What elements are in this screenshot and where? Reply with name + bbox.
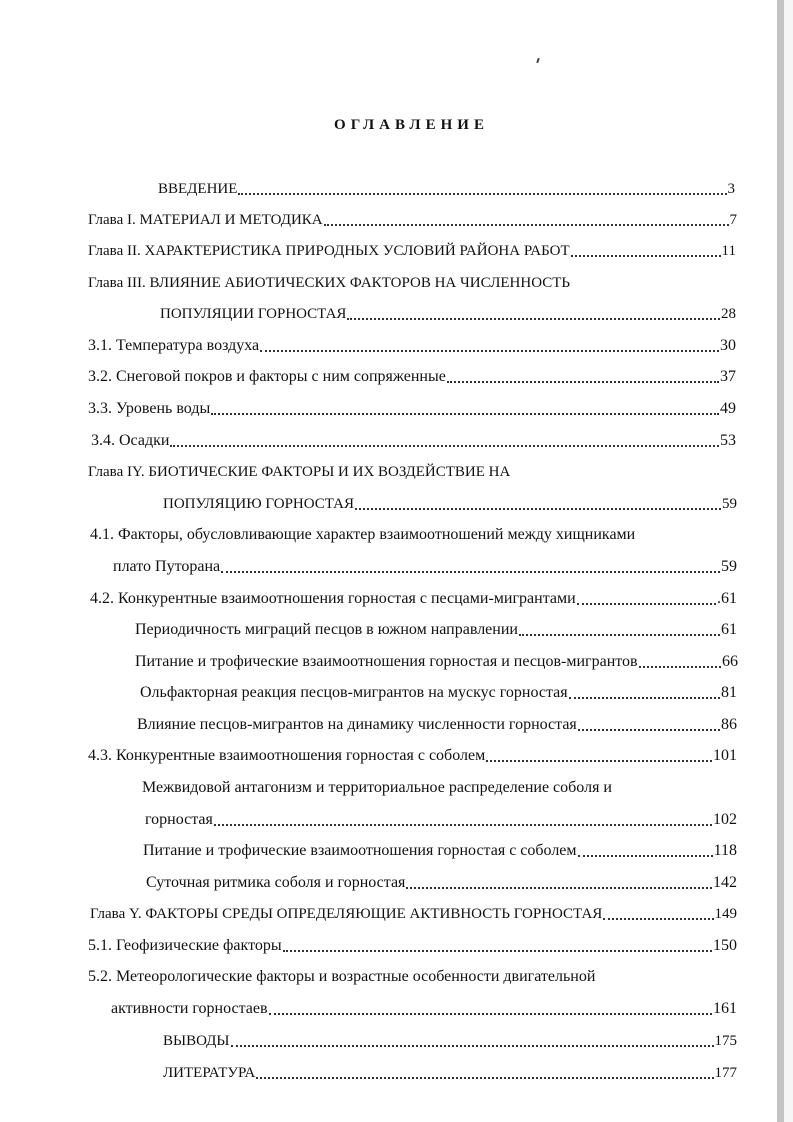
page-number: 11 [721, 243, 736, 259]
dot-leader [406, 887, 712, 889]
toc-entry-line2[interactable]: ПОПУЛЯЦИЮ ГОРНОСТАЯ 59 [163, 489, 737, 515]
toc-entry[interactable]: Питание и трофические взаимоотношения горностая и песцов-мигрантов 66 [135, 647, 738, 673]
toc-entry-line2[interactable]: ПОПУЛЯЦИИ ГОРНОСТАЯ 28 [160, 299, 736, 325]
page-number: 175 [714, 1033, 737, 1049]
page-number: 7 [729, 212, 737, 228]
toc-entry[interactable]: Глава II. ХАРАКТЕРИСТИКА ПРИРОДНЫХ УСЛОВИЙ РАЙОНА РАБОТ 11 [88, 236, 736, 262]
page-number: 101 [713, 747, 737, 764]
dot-leader [256, 1077, 713, 1079]
dot-leader [347, 318, 720, 320]
toc-entry[interactable]: Влияние песцов-мигрантов на динамику численности горностая 86 [137, 710, 737, 736]
page-number: .61 [717, 590, 737, 607]
dot-leader [170, 445, 719, 447]
dot-leader [260, 350, 719, 352]
toc-entry[interactable]: ВЫВОДЫ 175 [163, 1026, 737, 1052]
page-number: 142 [713, 874, 737, 891]
page-number: 161 [713, 1000, 737, 1017]
toc-entry[interactable]: Суточная ритмика соболя и горностая 142 [146, 868, 737, 894]
page-number: 81 [721, 684, 737, 701]
page-number: 86 [721, 716, 737, 733]
dot-leader [486, 760, 712, 762]
dot-leader [221, 571, 720, 573]
toc-entry-line1[interactable]: Глава III. ВЛИЯНИЕ АБИОТИЧЕСКИХ ФАКТОРОВ НА ЧИСЛЕННОСТЬ [88, 275, 571, 291]
page-number: 66 [722, 653, 738, 670]
dot-leader [283, 950, 712, 952]
page-number: 102 [713, 811, 737, 828]
dot-leader [231, 1045, 714, 1047]
dot-leader [269, 1013, 712, 1015]
toc-entry[interactable]: 4.3. Конкурентные взаимоотношения горностая с соболем 101 [88, 741, 737, 767]
toc-entry[interactable]: ЛИТЕРАТУРА 177 [163, 1058, 737, 1084]
page-number: 177 [714, 1065, 737, 1081]
page-number: 49 [720, 400, 736, 417]
toc-entry[interactable]: 3.4. Осадки 53 [91, 426, 736, 452]
dot-leader [603, 918, 713, 920]
dot-leader [519, 634, 720, 636]
toc-entry-line1[interactable]: Межвидовой антагонизм и территориальное распределение соболя и [142, 779, 612, 796]
toc-entry[interactable]: Глава I. МАТЕРИАЛ И МЕТОДИКА 7 [88, 205, 737, 231]
dot-leader [578, 729, 720, 731]
dot-leader [447, 381, 719, 383]
scan-edge-bar [777, 0, 784, 1122]
toc-entry[interactable]: 4.2. Конкурентные взаимоотношения горностая с песцами-мигрантами .61 [90, 584, 737, 610]
toc-entry-line2[interactable]: активности горностаев 161 [111, 994, 737, 1020]
page-number: 150 [713, 937, 737, 954]
dot-leader [238, 193, 726, 195]
page-number: 118 [713, 842, 737, 859]
dot-leader [577, 603, 716, 605]
dot-leader [578, 855, 713, 857]
toc-entry-line1[interactable]: 4.1. Факторы, обусловливающие характер взаимоотношений между хищниками [90, 526, 636, 543]
toc-entry-line2[interactable]: горностая 102 [145, 805, 737, 831]
toc-entry[interactable]: ВВЕДЕНИЕ 3 [158, 174, 735, 200]
page-number: 30 [720, 337, 736, 354]
toc-entry[interactable]: 5.1. Геофизические факторы 150 [88, 931, 737, 957]
page-title: ОГЛАВЛЕНИЕ [334, 117, 489, 133]
page-number: 59 [721, 558, 737, 575]
page-number: 61 [721, 621, 737, 638]
page-number: 3 [727, 181, 735, 197]
page-number: 59 [722, 496, 737, 512]
dot-leader [355, 508, 721, 510]
dot-leader [639, 666, 721, 668]
toc-entry[interactable]: Ольфакторная реакция песцов-мигрантов на мускус горностая 81 [140, 678, 737, 704]
toc-entry-line2[interactable]: плато Путорана 59 [113, 552, 737, 578]
toc-entry-line1[interactable]: 5.2. Метеорологические факторы и возрастные особенности двигательной [88, 968, 596, 985]
dot-leader [214, 824, 712, 826]
dot-leader [211, 413, 719, 415]
page-number: 37 [720, 368, 736, 385]
toc-entry[interactable]: Питание и трофические взаимоотношения горностая с соболем 118 [143, 836, 737, 862]
page-number: 53 [720, 432, 736, 449]
scan-artifact-mark [536, 58, 539, 63]
toc-entry[interactable]: Глава Y. ФАКТОРЫ СРЕДЫ ОПРЕДЕЛЯЮЩИЕ АКТИВНОСТЬ ГОРНОСТАЯ 149 [90, 899, 737, 925]
toc-entry[interactable]: 3.3. Уровень воды 49 [88, 394, 736, 420]
dot-leader [324, 224, 729, 226]
toc-entry[interactable]: Периодичность миграций песцов в южном направлении 61 [135, 615, 737, 641]
page-number: 28 [721, 306, 736, 322]
toc-entry-line1[interactable]: Глава IY. БИОТИЧЕСКИЕ ФАКТОРЫ И ИХ ВОЗДЕЙСТВИЕ НА [88, 464, 511, 480]
page-number: 149 [714, 906, 737, 922]
toc-entry[interactable]: 3.1. Температура воздуха 30 [88, 331, 736, 357]
toc-entry[interactable]: 3.2. Снеговой покров и факторы с ним сопряженные 37 [88, 362, 736, 388]
dot-leader [569, 697, 720, 699]
dot-leader [571, 255, 721, 257]
